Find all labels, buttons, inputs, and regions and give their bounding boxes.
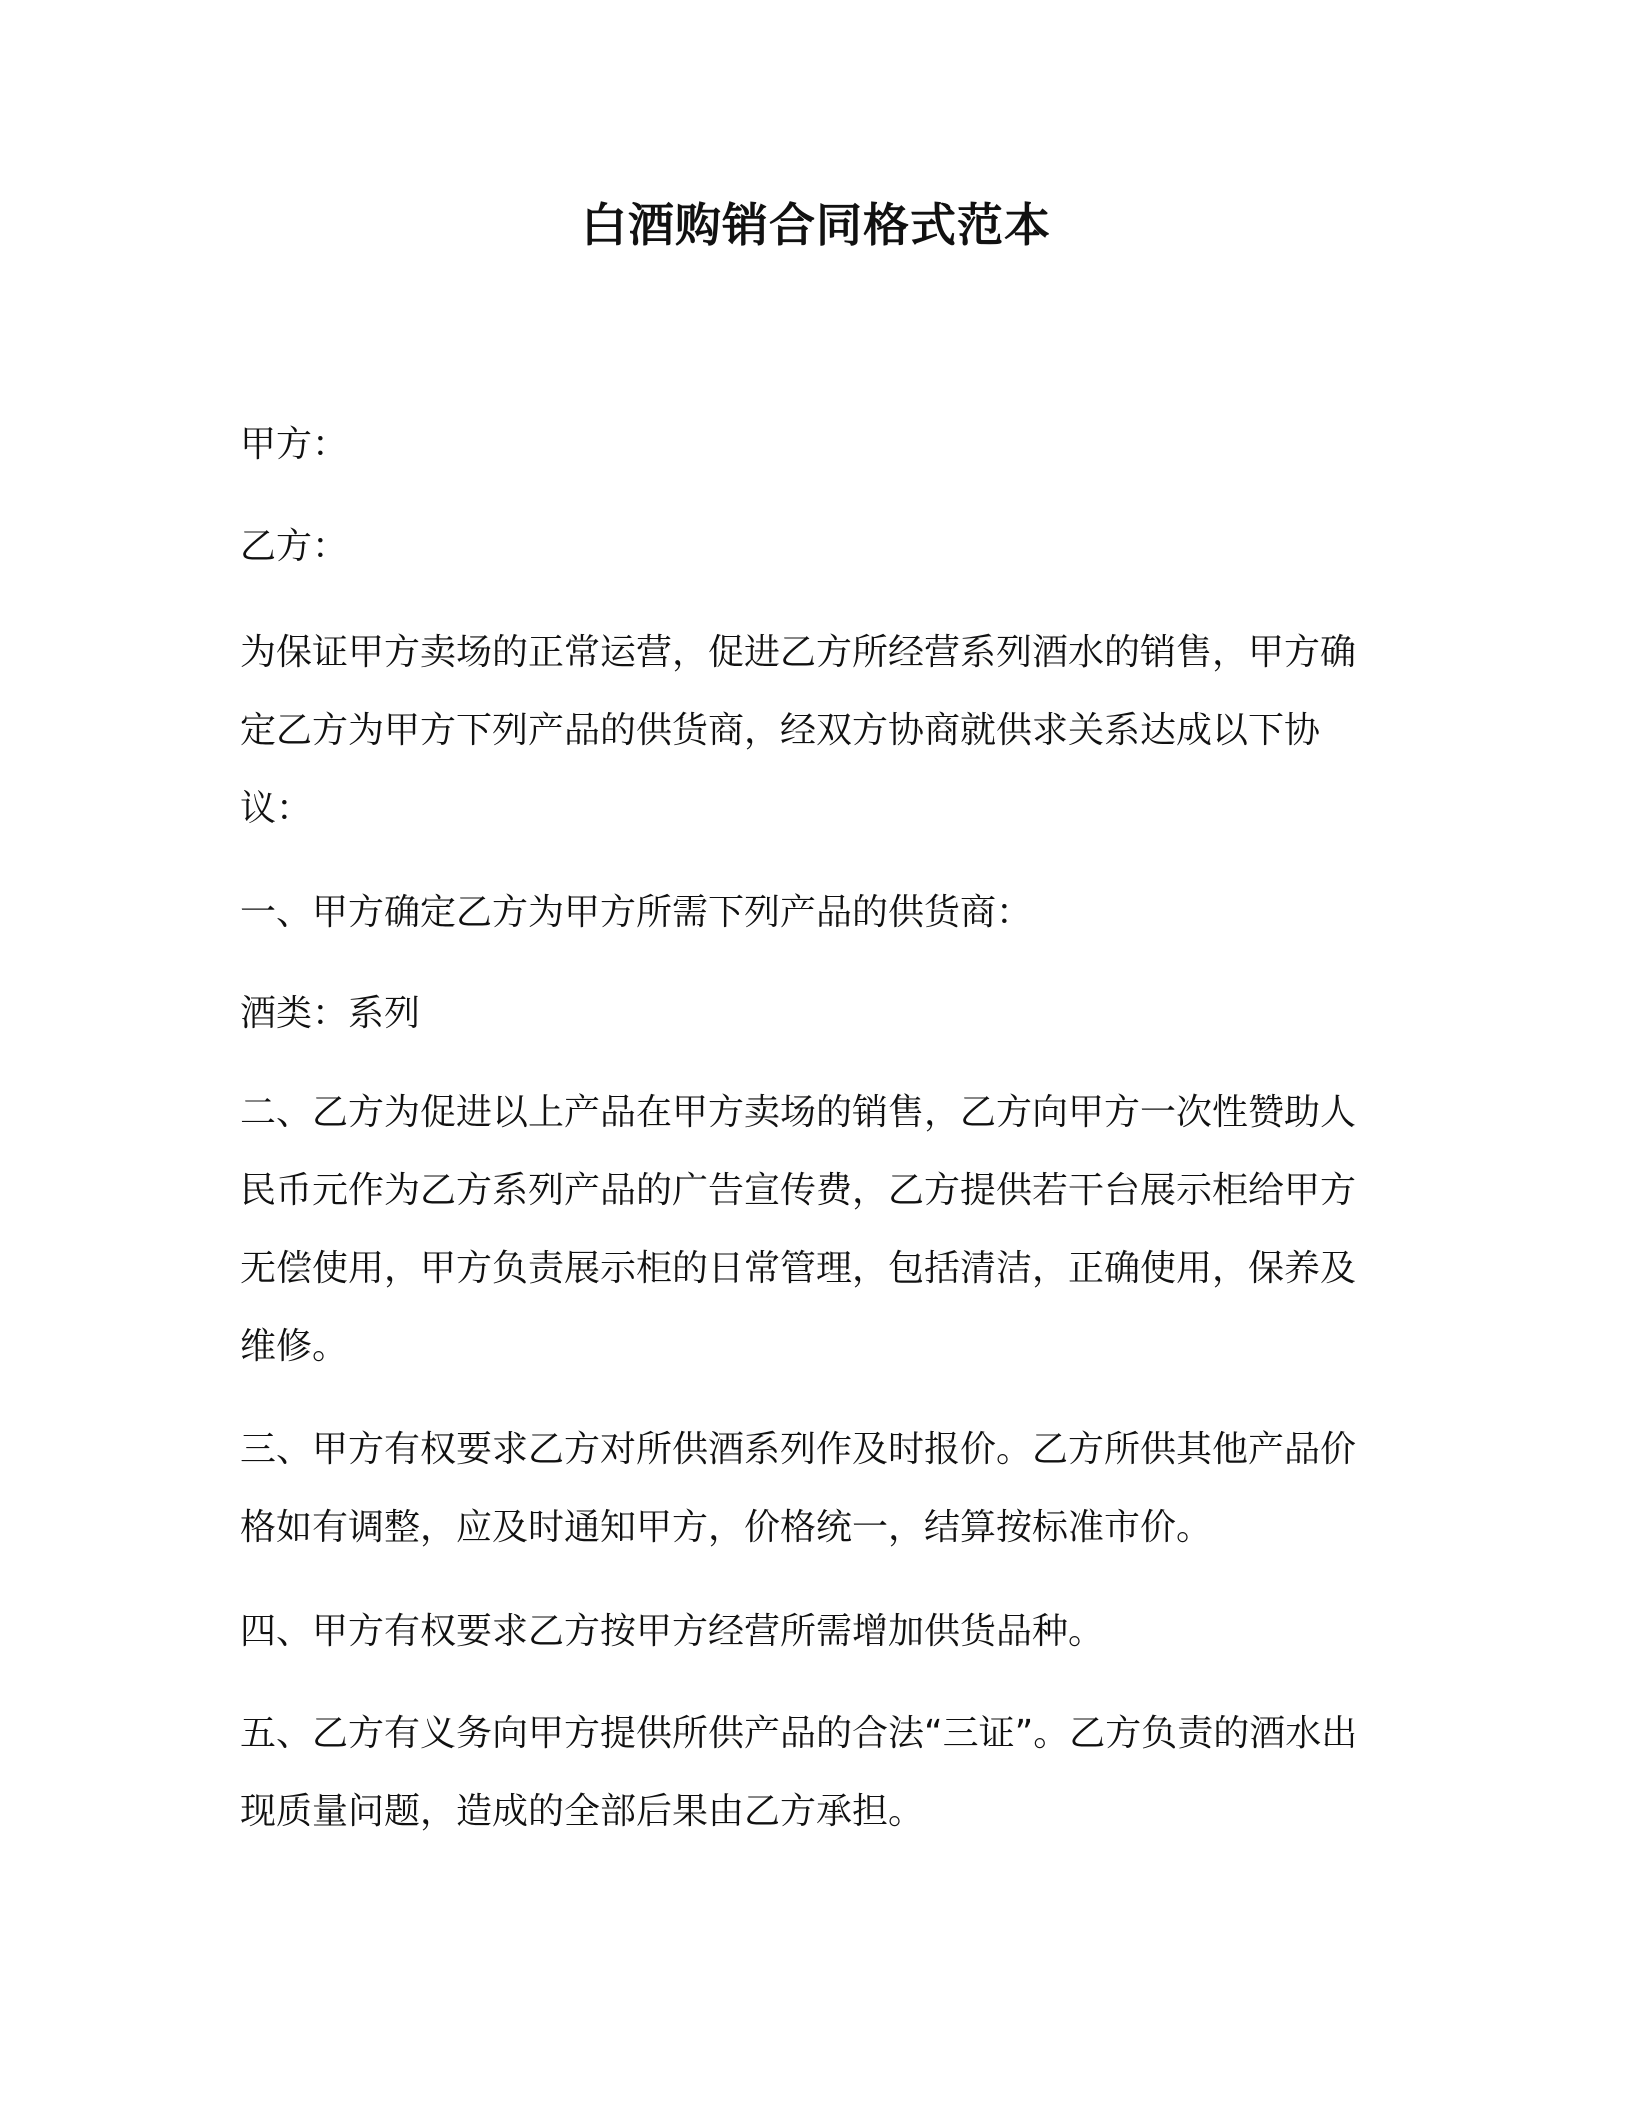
clause-2: 二、乙方为促进以上产品在甲方卖场的销售，乙方向甲方一次性赞助人民币元作为乙方系列产品的广告宣传费，乙方提供若干台展示柜给甲方无偿使用，甲方负责展示柜的日常管理，包括清洁，正确使用，保养及维修。 [240,1092,1357,1367]
clause-5: 五、乙方有义务向甲方提供所供产品的合法“三证”。乙方负责的酒水出现质量问题，造成的全部后果由乙方承担。 [240,1713,1358,1832]
clause-3: 三、甲方有权要求乙方对所供酒系列作及时报价。乙方所供其他产品价格如有调整，应及时通知甲方，价格统一，结算按标准市价。 [240,1429,1357,1548]
liquor-type-line: 酒类：系列 [240,993,421,1034]
clause-1: 一、甲方确定乙方为甲方所需下列产品的供货商： [240,892,1033,933]
clause-4: 四、甲方有权要求乙方按甲方经营所需增加供货品种。 [240,1611,1105,1652]
party-b-line: 乙方： [240,526,349,567]
intro-paragraph: 为保证甲方卖场的正常运营，促进乙方所经营系列酒水的销售，甲方确定乙方为甲方下列产品的供货商，经双方协商就供求关系达成以下协议： [240,632,1357,829]
document-title: 白酒购销合同格式范本 [581,198,1051,252]
party-a-line: 甲方： [240,424,349,465]
